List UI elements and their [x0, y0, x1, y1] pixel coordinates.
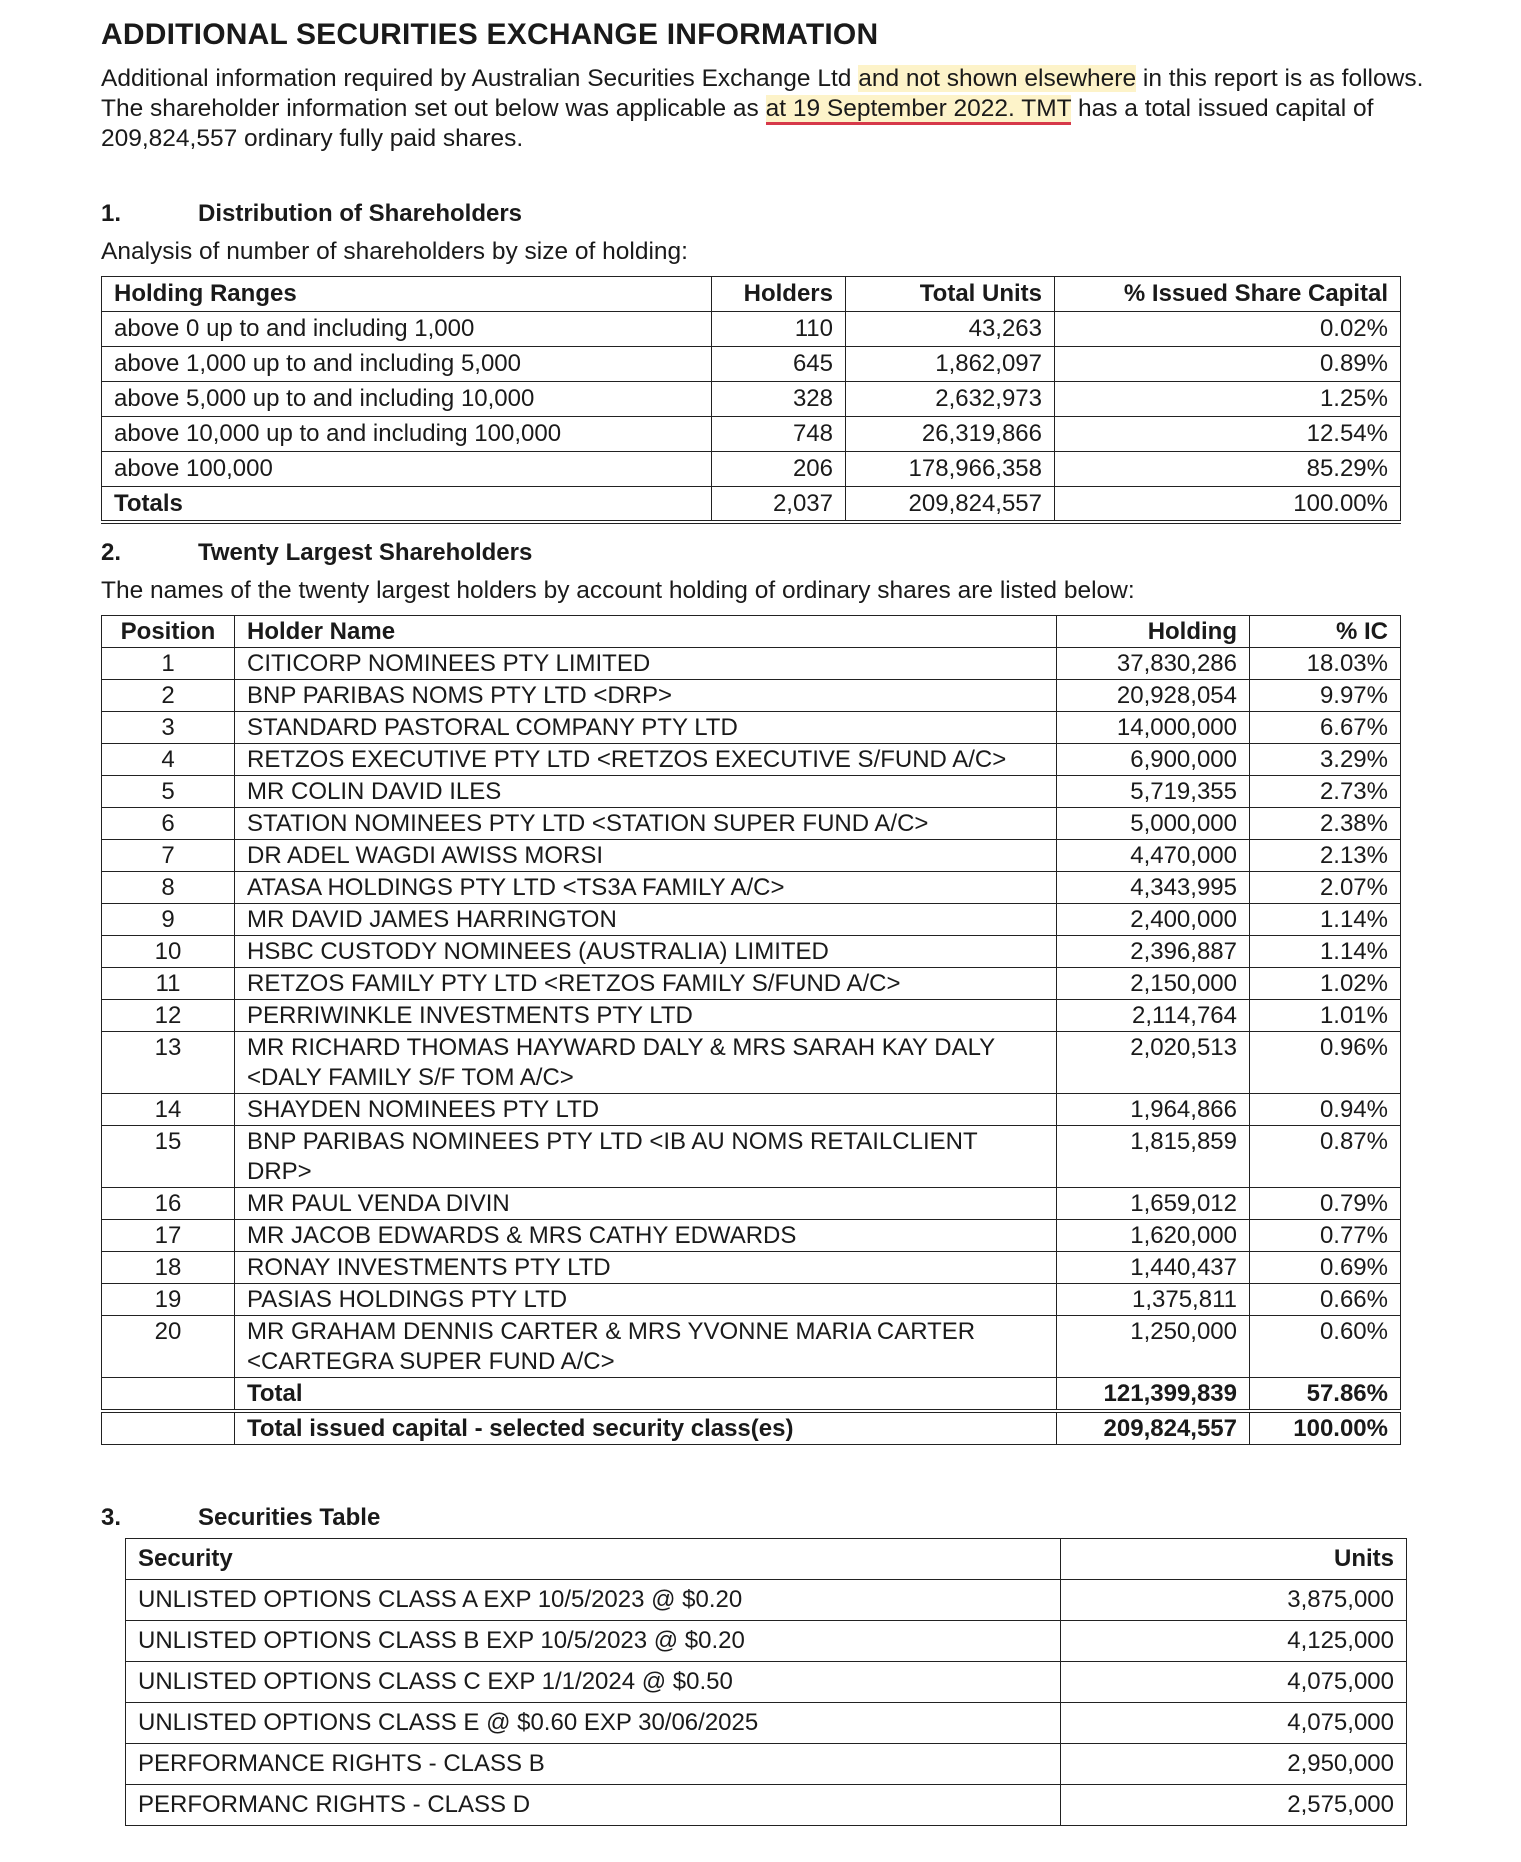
holder-name-cell: MR JACOB EDWARDS & MRS CATHY EDWARDS [235, 1220, 1057, 1252]
position-cell: 14 [102, 1094, 235, 1126]
percent-ic-cell: 2.07% [1250, 872, 1401, 904]
header-security: Security [126, 1539, 1061, 1580]
holding-cell: 2,396,887 [1057, 936, 1250, 968]
total-holding: 121,399,839 [1057, 1378, 1250, 1412]
security-units-cell: 4,075,000 [1061, 1703, 1407, 1744]
total-row [102, 1378, 1401, 1412]
security-units-cell: 2,950,000 [1061, 1744, 1407, 1785]
table-row [102, 712, 1401, 744]
holding-cell: 1,815,859 [1057, 1126, 1250, 1188]
holders-cell: 328 [712, 382, 846, 417]
total-label: Total [235, 1378, 1057, 1412]
table-row [102, 744, 1401, 776]
holder-name-cell: HSBC CUSTODY NOMINEES (AUSTRALIA) LIMITED [235, 936, 1057, 968]
highlight-yellow: and not shown elsewhere [858, 65, 1137, 92]
percent-ic-cell: 18.03% [1250, 648, 1401, 680]
holder-name-cell: PERRIWINKLE INVESTMENTS PTY LTD [235, 1000, 1057, 1032]
issued-capital-row [102, 1411, 1401, 1445]
percent-ic-cell: 1.14% [1250, 936, 1401, 968]
table-row [126, 1703, 1407, 1744]
holder-name-cell: MR GRAHAM DENNIS CARTER & MRS YVONNE MARIA CARTER <CARTEGRA SUPER FUND A/C> [235, 1316, 1057, 1378]
table-row [102, 840, 1401, 872]
table-row [102, 1316, 1401, 1378]
security-name-cell: PERFORMANC RIGHTS - CLASS D [126, 1785, 1061, 1826]
position-cell: 18 [102, 1252, 235, 1284]
table-row [102, 872, 1401, 904]
holder-name-cell: MR PAUL VENDA DIVIN [235, 1188, 1057, 1220]
holders-cell: 206 [712, 452, 846, 487]
section1-number: 1. [101, 200, 122, 227]
holders-cell: 748 [712, 417, 846, 452]
section1-title: Distribution of Shareholders [198, 200, 523, 227]
page-title: ADDITIONAL SECURITIES EXCHANGE INFORMATION [101, 18, 879, 51]
table-row [102, 1094, 1401, 1126]
position-cell: 5 [102, 776, 235, 808]
header-holders: Holders [712, 277, 846, 312]
holder-name-cell: ATASA HOLDINGS PTY LTD <TS3A FAMILY A/C> [235, 872, 1057, 904]
intro-text-2: in this report is as follows. The shareholder information set out below was applicable as [101, 65, 1424, 122]
table-row [102, 1000, 1401, 1032]
header-percent-ic: % IC [1250, 616, 1401, 648]
issued-capital-cell: 0.02% [1055, 312, 1401, 347]
security-name-cell: PERFORMANCE RIGHTS - CLASS B [126, 1744, 1061, 1785]
position-cell: 7 [102, 840, 235, 872]
holder-name-cell: STATION NOMINEES PTY LTD <STATION SUPER FUND A/C> [235, 808, 1057, 840]
table-row [102, 1220, 1401, 1252]
table-row [102, 1252, 1401, 1284]
percent-ic-cell: 0.77% [1250, 1220, 1401, 1252]
table-row [126, 1662, 1407, 1703]
total-units-cell: 1,862,097 [846, 347, 1055, 382]
position-cell: 9 [102, 904, 235, 936]
holding-cell: 1,440,437 [1057, 1252, 1250, 1284]
holding-cell: 1,620,000 [1057, 1220, 1250, 1252]
holding-cell: 2,114,764 [1057, 1000, 1250, 1032]
totals-units: 209,824,557 [846, 487, 1055, 523]
table-row [102, 904, 1401, 936]
holding-cell: 2,150,000 [1057, 968, 1250, 1000]
table-row [126, 1785, 1407, 1826]
largest-header-row [102, 616, 1401, 648]
percent-ic-cell: 0.66% [1250, 1284, 1401, 1316]
table-row [102, 347, 1401, 382]
holding-cell: 1,250,000 [1057, 1316, 1250, 1378]
position-cell: 12 [102, 1000, 235, 1032]
header-issued-capital: % Issued Share Capital [1055, 277, 1401, 312]
position-cell: 16 [102, 1188, 235, 1220]
holder-name-cell: RETZOS EXECUTIVE PTY LTD <RETZOS EXECUTIVE S/FUND A/C> [235, 744, 1057, 776]
intro-text-1: Additional information required by Australian Securities Exchange Ltd [101, 65, 859, 92]
holder-name-cell: MR DAVID JAMES HARRINGTON [235, 904, 1057, 936]
position-cell: 13 [102, 1032, 235, 1094]
holding-cell: 2,400,000 [1057, 904, 1250, 936]
position-cell: 3 [102, 712, 235, 744]
holding-range-cell: above 0 up to and including 1,000 [102, 312, 712, 347]
holding-cell: 1,659,012 [1057, 1188, 1250, 1220]
holding-cell: 6,900,000 [1057, 744, 1250, 776]
section2-title: Twenty Largest Shareholders [198, 539, 533, 566]
position-cell: 1 [102, 648, 235, 680]
security-name-cell: UNLISTED OPTIONS CLASS A EXP 10/5/2023 @ $0.20 [126, 1580, 1061, 1621]
percent-ic-cell: 1.02% [1250, 968, 1401, 1000]
holding-cell: 1,964,866 [1057, 1094, 1250, 1126]
total-units-cell: 178,966,358 [846, 452, 1055, 487]
issued-capital-cell: 0.89% [1055, 347, 1401, 382]
table-row [102, 680, 1401, 712]
table-row [102, 776, 1401, 808]
holders-cell: 645 [712, 347, 846, 382]
holding-cell: 5,000,000 [1057, 808, 1250, 840]
header-position: Position [102, 616, 235, 648]
header-holding: Holding [1057, 616, 1250, 648]
table-row [102, 417, 1401, 452]
percent-ic-cell: 9.97% [1250, 680, 1401, 712]
header-units: Units [1061, 1539, 1407, 1580]
table-row [126, 1580, 1407, 1621]
total-percent: 57.86% [1250, 1378, 1401, 1412]
holder-name-cell: DR ADEL WAGDI AWISS MORSI [235, 840, 1057, 872]
percent-ic-cell: 0.79% [1250, 1188, 1401, 1220]
percent-ic-cell: 0.60% [1250, 1316, 1401, 1378]
securities-header-row [126, 1539, 1407, 1580]
section2-heading [101, 539, 532, 567]
position-cell: 11 [102, 968, 235, 1000]
holding-cell: 2,020,513 [1057, 1032, 1250, 1094]
position-cell: 4 [102, 744, 235, 776]
issued-capital-cell: 85.29% [1055, 452, 1401, 487]
table-row [102, 312, 1401, 347]
percent-ic-cell: 3.29% [1250, 744, 1401, 776]
section1-heading [101, 200, 522, 228]
section1-subtitle: Analysis of number of shareholders by size of holding: [101, 238, 688, 265]
holding-range-cell: above 10,000 up to and including 100,000 [102, 417, 712, 452]
issued-holding: 209,824,557 [1057, 1411, 1250, 1445]
intro-paragraph [101, 64, 1441, 154]
holder-name-cell: CITICORP NOMINEES PTY LIMITED [235, 648, 1057, 680]
total-position-empty [102, 1378, 235, 1412]
percent-ic-cell: 6.67% [1250, 712, 1401, 744]
percent-ic-cell: 2.73% [1250, 776, 1401, 808]
largest-shareholders-table [101, 615, 1401, 1445]
table-row [102, 968, 1401, 1000]
intro-text-3: has a total issued capital of 209,824,557 ordinary fully paid shares. [101, 95, 1374, 152]
holder-name-cell: BNP PARIBAS NOMINEES PTY LTD <IB AU NOMS RETAILCLIENT DRP> [235, 1126, 1057, 1188]
section3-title: Securities Table [198, 1504, 381, 1531]
issued-label: Total issued capital - selected security class(es) [235, 1411, 1057, 1445]
percent-ic-cell: 0.87% [1250, 1126, 1401, 1188]
section2-subtitle: The names of the twenty largest holders by account holding of ordinary shares are listed below: [101, 577, 1135, 604]
total-units-cell: 43,263 [846, 312, 1055, 347]
holding-range-cell: above 1,000 up to and including 5,000 [102, 347, 712, 382]
holding-range-cell: above 5,000 up to and including 10,000 [102, 382, 712, 417]
header-total-units: Total Units [846, 277, 1055, 312]
percent-ic-cell: 2.38% [1250, 808, 1401, 840]
holder-name-cell: BNP PARIBAS NOMS PTY LTD <DRP> [235, 680, 1057, 712]
table-row [102, 808, 1401, 840]
holder-name-cell: RETZOS FAMILY PTY LTD <RETZOS FAMILY S/FUND A/C> [235, 968, 1057, 1000]
totals-holders: 2,037 [712, 487, 846, 523]
percent-ic-cell: 0.96% [1250, 1032, 1401, 1094]
table-row [102, 382, 1401, 417]
table-row [102, 1032, 1401, 1094]
position-cell: 17 [102, 1220, 235, 1252]
highlight-underlined: at 19 September 2022. TMT [766, 95, 1072, 125]
position-cell: 19 [102, 1284, 235, 1316]
security-units-cell: 3,875,000 [1061, 1580, 1407, 1621]
holder-name-cell: MR COLIN DAVID ILES [235, 776, 1057, 808]
security-units-cell: 4,125,000 [1061, 1621, 1407, 1662]
table-row [126, 1744, 1407, 1785]
distribution-header-row [102, 277, 1401, 312]
table-row [102, 1126, 1401, 1188]
section2-number: 2. [101, 539, 122, 566]
issued-percent: 100.00% [1250, 1411, 1401, 1445]
distribution-table [101, 276, 1401, 524]
securities-table [125, 1538, 1407, 1826]
totals-label: Totals [102, 487, 712, 523]
percent-ic-cell: 0.69% [1250, 1252, 1401, 1284]
percent-ic-cell: 1.14% [1250, 904, 1401, 936]
security-name-cell: UNLISTED OPTIONS CLASS C EXP 1/1/2024 @ $0.50 [126, 1662, 1061, 1703]
holding-range-cell: above 100,000 [102, 452, 712, 487]
percent-ic-cell: 0.94% [1250, 1094, 1401, 1126]
section3-number: 3. [101, 1504, 122, 1531]
holding-cell: 4,343,995 [1057, 872, 1250, 904]
position-cell: 6 [102, 808, 235, 840]
holder-name-cell: PASIAS HOLDINGS PTY LTD [235, 1284, 1057, 1316]
position-cell: 2 [102, 680, 235, 712]
totals-row [102, 487, 1401, 523]
table-row [102, 452, 1401, 487]
table-row [102, 936, 1401, 968]
total-units-cell: 2,632,973 [846, 382, 1055, 417]
holding-cell: 20,928,054 [1057, 680, 1250, 712]
security-units-cell: 4,075,000 [1061, 1662, 1407, 1703]
security-units-cell: 2,575,000 [1061, 1785, 1407, 1826]
position-cell: 10 [102, 936, 235, 968]
security-name-cell: UNLISTED OPTIONS CLASS B EXP 10/5/2023 @ $0.20 [126, 1621, 1061, 1662]
holding-cell: 4,470,000 [1057, 840, 1250, 872]
position-cell: 8 [102, 872, 235, 904]
percent-ic-cell: 1.01% [1250, 1000, 1401, 1032]
issued-position-empty [102, 1411, 235, 1445]
section3-heading [101, 1504, 380, 1532]
holding-cell: 1,375,811 [1057, 1284, 1250, 1316]
header-holder-name: Holder Name [235, 616, 1057, 648]
table-row [102, 1188, 1401, 1220]
position-cell: 15 [102, 1126, 235, 1188]
table-row [102, 1284, 1401, 1316]
holders-cell: 110 [712, 312, 846, 347]
position-cell: 20 [102, 1316, 235, 1378]
totals-percent: 100.00% [1055, 487, 1401, 523]
holder-name-cell: STANDARD PASTORAL COMPANY PTY LTD [235, 712, 1057, 744]
table-row [102, 648, 1401, 680]
table-row [126, 1621, 1407, 1662]
issued-capital-cell: 1.25% [1055, 382, 1401, 417]
holding-cell: 14,000,000 [1057, 712, 1250, 744]
holding-cell: 5,719,355 [1057, 776, 1250, 808]
holding-cell: 37,830,286 [1057, 648, 1250, 680]
holder-name-cell: RONAY INVESTMENTS PTY LTD [235, 1252, 1057, 1284]
holder-name-cell: MR RICHARD THOMAS HAYWARD DALY & MRS SARAH KAY DALY <DALY FAMILY S/F TOM A/C> [235, 1032, 1057, 1094]
holder-name-cell: SHAYDEN NOMINEES PTY LTD [235, 1094, 1057, 1126]
security-name-cell: UNLISTED OPTIONS CLASS E @ $0.60 EXP 30/06/2025 [126, 1703, 1061, 1744]
header-holding-ranges: Holding Ranges [102, 277, 712, 312]
total-units-cell: 26,319,866 [846, 417, 1055, 452]
percent-ic-cell: 2.13% [1250, 840, 1401, 872]
issued-capital-cell: 12.54% [1055, 417, 1401, 452]
